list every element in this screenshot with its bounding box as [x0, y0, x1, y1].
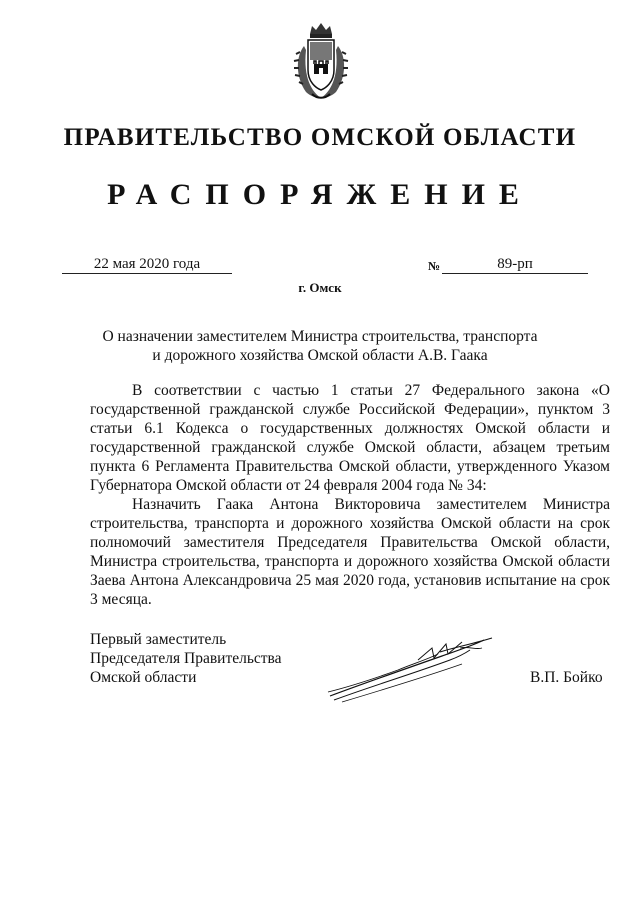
document-number-field [442, 255, 588, 274]
number-label: № [428, 259, 441, 273]
coat-of-arms-icon [290, 20, 352, 102]
document-date: 22 мая 2020 года [93, 256, 201, 272]
signature-icon [322, 630, 502, 710]
subject-line-2: и дорожного хозяйства Омской области А.В. Гаака [152, 347, 488, 364]
body-paragraph-basis: В соответствии с частью 1 статьи 27 Федерального закона «О государственной гражданской службе Российской Федерации», пунктом 3 статьи 6.1 Кодекса о государственных должностях Омской области и государственной гражданской службе Омской области, абзацем третьим пункта 6 Регламента Правительства Омской области, утвержденного Указом Губернатора Омской области от 24 февраля 2004 года № 34: [90, 382, 610, 494]
government-title: ПРАВИТЕЛЬСТВО ОМСКОЙ ОБЛАСТИ [63, 124, 577, 151]
document-type: РАСПОРЯЖЕНИЕ [107, 178, 533, 211]
document-body [90, 381, 610, 609]
body-paragraph-order: Назначить Гаака Антона Викторовича заместителем Министра строительства, транспорта и дорожного хозяйства Омской области на срок полномочий заместителя Председателя Правительства Омской области, Министра строительства, транспорта и дорожного хозяйства Омской области Заева Антона Александровича 25 мая 2020 года, установив испытание на срок 3 месяца. [90, 496, 610, 608]
document-subject [60, 327, 580, 365]
signatory-title-line-1: Первый заместитель [90, 631, 227, 648]
subject-line-1: О назначении заместителем Министра строительства, транспорта [102, 328, 538, 345]
signatory-title-line-3: Омской области [90, 669, 197, 686]
document-date-field [62, 255, 232, 274]
signatory-title [90, 630, 282, 687]
document-number: 89-рп [497, 256, 533, 272]
signatory-name: В.П. Бойко [530, 669, 603, 686]
signatory-title-line-2: Председателя Правительства [90, 650, 282, 667]
city-label: г. Омск [298, 280, 342, 295]
